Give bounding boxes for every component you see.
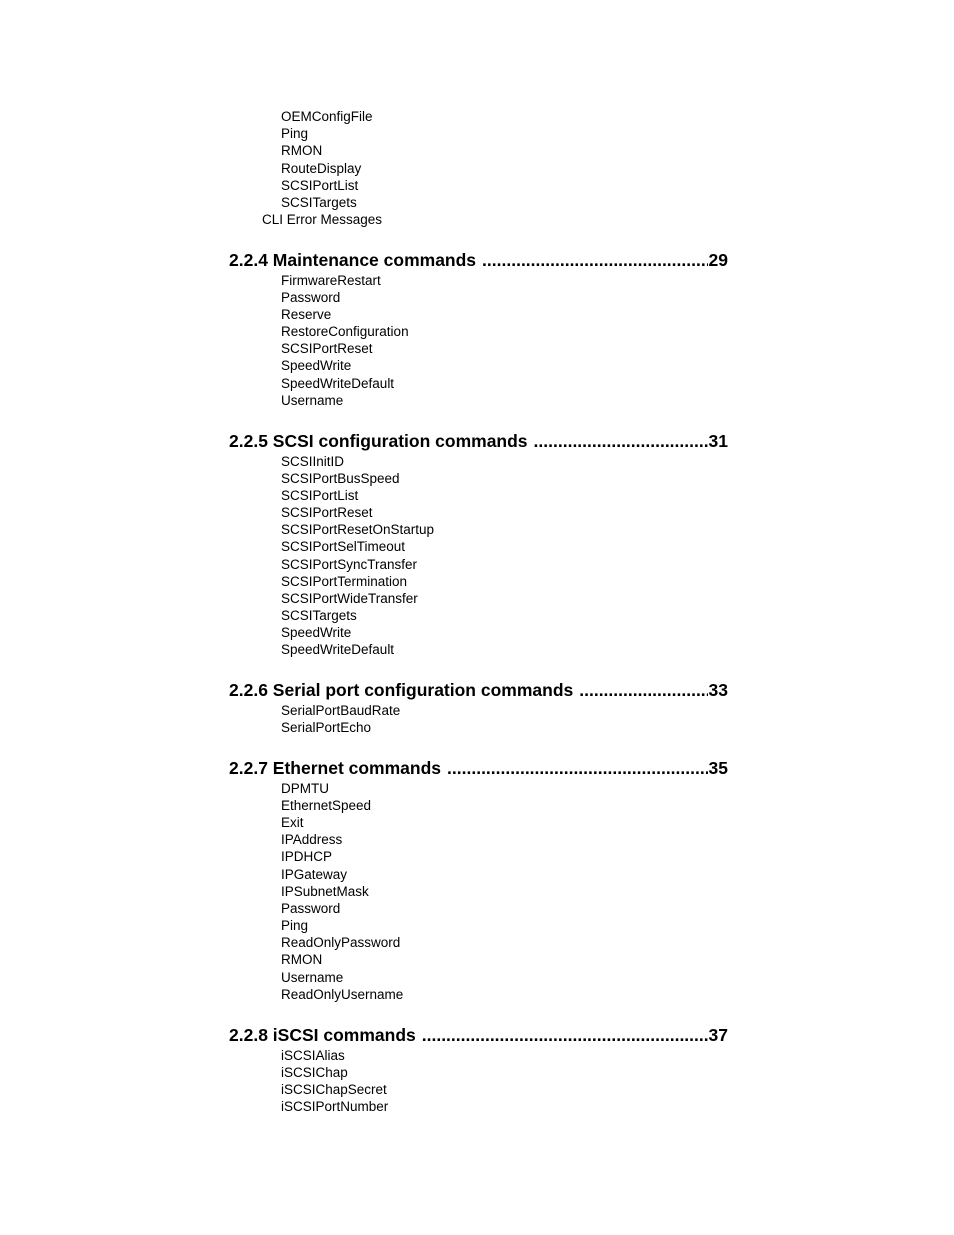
toc-entry-scsitargets[interactable]: SCSITargets — [281, 195, 357, 210]
toc-entry[interactable]: SpeedWriteDefault — [281, 642, 395, 657]
toc-entry[interactable]: Password — [281, 290, 341, 305]
section-heading-ethernet[interactable] — [229, 758, 728, 778]
dot-leader — [447, 758, 708, 778]
toc-entry[interactable]: iSCSIPortNumber — [281, 1099, 389, 1114]
toc-entry[interactable]: SCSIPortBusSpeed — [281, 471, 400, 486]
toc-entry[interactable]: RestoreConfiguration — [281, 324, 409, 339]
toc-entry[interactable]: IPGateway — [281, 867, 348, 882]
toc-entry[interactable]: SpeedWrite — [281, 625, 352, 640]
toc-entry[interactable]: DPMTU — [281, 781, 329, 796]
section-page-number: 35 — [708, 758, 728, 778]
toc-entry[interactable]: IPSubnetMask — [281, 884, 369, 899]
section-page-number: 31 — [708, 431, 728, 451]
toc-entry[interactable]: SCSIPortList — [281, 488, 359, 503]
toc-entry[interactable]: EthernetSpeed — [281, 798, 372, 813]
toc-entry-scsiportlist[interactable]: SCSIPortList — [281, 178, 359, 193]
toc-entry[interactable]: iSCSIChap — [281, 1065, 348, 1080]
toc-entry[interactable]: SCSIPortSelTimeout — [281, 539, 406, 554]
toc-entry[interactable]: SpeedWriteDefault — [281, 376, 395, 391]
toc-entry[interactable]: SerialPortEcho — [281, 720, 372, 735]
toc-entry[interactable]: Ping — [281, 918, 309, 933]
toc-entry[interactable]: FirmwareRestart — [281, 273, 381, 288]
toc-entry[interactable]: SCSIPortWideTransfer — [281, 591, 418, 606]
toc-entry-cli-error-messages[interactable]: CLI Error Messages — [262, 212, 383, 227]
toc-entry[interactable]: SpeedWrite — [281, 358, 352, 373]
section-title: 2.2.5 SCSI configuration commands — [229, 431, 528, 451]
toc-entry[interactable]: IPAddress — [281, 832, 343, 847]
dot-leader — [482, 250, 707, 270]
toc-entry-oemconfigfile[interactable]: OEMConfigFile — [281, 109, 373, 124]
dot-leader — [579, 680, 707, 700]
toc-entry[interactable]: IPDHCP — [281, 849, 333, 864]
toc-entry[interactable]: iSCSIAlias — [281, 1048, 345, 1063]
toc-entry[interactable]: SCSITargets — [281, 608, 357, 623]
toc-entry[interactable]: SCSIInitID — [281, 454, 345, 469]
toc-entry[interactable]: Exit — [281, 815, 304, 830]
section-page-number: 33 — [708, 680, 728, 700]
toc-entry[interactable]: Reserve — [281, 307, 332, 322]
toc-entry-rmon[interactable]: RMON — [281, 143, 323, 158]
toc-entry[interactable]: iSCSIChapSecret — [281, 1082, 387, 1097]
toc-entry[interactable]: ReadOnlyPassword — [281, 935, 401, 950]
dot-leader — [534, 431, 708, 451]
section-heading-scsi-configuration[interactable] — [229, 431, 728, 451]
toc-entry[interactable]: ReadOnlyUsername — [281, 987, 404, 1002]
toc-entry[interactable]: SCSIPortReset — [281, 341, 373, 356]
section-page-number: 37 — [708, 1025, 728, 1045]
toc-entry[interactable]: SCSIPortResetOnStartup — [281, 522, 435, 537]
section-heading-iscsi[interactable] — [229, 1025, 728, 1045]
toc-entry[interactable]: Password — [281, 901, 341, 916]
section-title: 2.2.7 Ethernet commands — [229, 758, 442, 778]
section-title: 2.2.8 iSCSI commands — [229, 1025, 416, 1045]
toc-entry[interactable]: SerialPortBaudRate — [281, 703, 401, 718]
section-title: 2.2.6 Serial port configuration commands — [229, 680, 574, 700]
section-heading-serial-port[interactable] — [229, 680, 728, 700]
toc-entry[interactable]: Username — [281, 970, 344, 985]
toc-entry-routedisplay[interactable]: RouteDisplay — [281, 161, 362, 176]
toc-entry-ping[interactable]: Ping — [281, 126, 309, 141]
section-heading-maintenance[interactable] — [229, 250, 728, 270]
toc-entry[interactable]: SCSIPortSyncTransfer — [281, 557, 418, 572]
toc-entry[interactable]: SCSIPortReset — [281, 505, 373, 520]
dot-leader — [422, 1025, 708, 1045]
toc-entry[interactable]: SCSIPortTermination — [281, 574, 408, 589]
toc-entry[interactable]: RMON — [281, 952, 323, 967]
section-title: 2.2.4 Maintenance commands — [229, 250, 477, 270]
section-page-number: 29 — [708, 250, 728, 270]
toc-entry[interactable]: Username — [281, 393, 344, 408]
